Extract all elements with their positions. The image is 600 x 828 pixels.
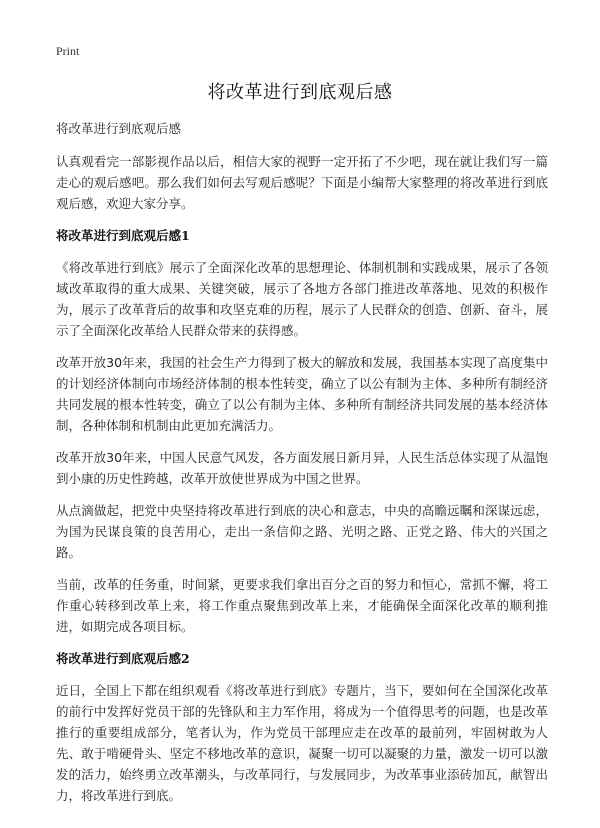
print-label: Print xyxy=(56,44,80,58)
section-1-paragraph: 改革开放30年来，中国人民意气风发，各方面发展日新月异，人民生活总体实现了从温饱到小康的历史性跨越，改革开放使世界成为中国之世界。 xyxy=(56,450,548,486)
document-body xyxy=(56,118,548,817)
page-title: 将改革进行到底观后感 xyxy=(207,82,393,103)
section-1-paragraph: 《将改革进行到底》展示了全面深化改革的思想理论、体制机制和实践成果，展示了各领域改革取得的重大成果、关键突破，展示了各地方各部门推进改革落地、见效的积极作为，展示了改革背后的故事和攻坚克难的历程，展示了人民群众的创造、创新、奋斗，展示了全面深化改革给人民群众带来的获得感。 xyxy=(56,260,548,338)
section-1-paragraph: 当前，改革的任务重，时间紧，更要求我们拿出百分之百的努力和恒心，常抓不懈，将工作重心转移到改革上来，将工作重点聚焦到改革上来，才能确保全面深化改革的顺利推进，如期完成各项目标。 xyxy=(56,577,548,634)
intro-paragraph: 认真观看完一部影视作品以后，相信大家的视野一定开拓了不少吧，现在就让我们写一篇走心的观后感吧。那么我们如何去写观后感呢？下面是小编帮大家整理的将改革进行到底观后感，欢迎大家分享。 xyxy=(56,154,548,211)
section-1-paragraph: 改革开放30年来，我国的社会生产力得到了极大的解放和发展，我国基本实现了高度集中的计划经济体制向市场经济体制的根本性转变，确立了以公有制为主体、多种所有制经济共同发展的根本性转变，确立了以公有制为主体、多种所有制经济共同发展的基本经济体制，各种体制和机制由此更加充满活力。 xyxy=(56,355,548,433)
section-2-paragraph: 近日，全国上下都在组织观看《将改革进行到底》专题片，当下，要如何在全国深化改革的前行中发挥好党员干部的先锋队和主力军作用，将成为一个值得思考的问题，也是改革推行的重要组成部分，笔者认为，作为党员干部理应走在改革的最前列，牢固树敢为人先、敢于啃硬骨头、坚定不移地改革的意识，凝聚一切可以凝聚的力量，激发一切可以激发的活力，始终勇立改革潮头，与改革同行，与发展同步，为改革事业添砖加瓦，献智出力，将改革进行到底。 xyxy=(56,683,548,803)
section-1-heading: 将改革进行到底观后感1 xyxy=(56,228,190,243)
document-subtitle: 将改革进行到底观后感 xyxy=(56,121,182,136)
section-2-heading: 将改革进行到底观后感2 xyxy=(56,651,190,666)
section-1-paragraph: 从点滴做起，把党中央坚持将改革进行到底的决心和意志，中央的高瞻远瞩和深谋远虑，为国为民谋良策的良苦用心，走出一条信仰之路、光明之路、正党之路、伟大的兴国之路。 xyxy=(56,503,548,560)
